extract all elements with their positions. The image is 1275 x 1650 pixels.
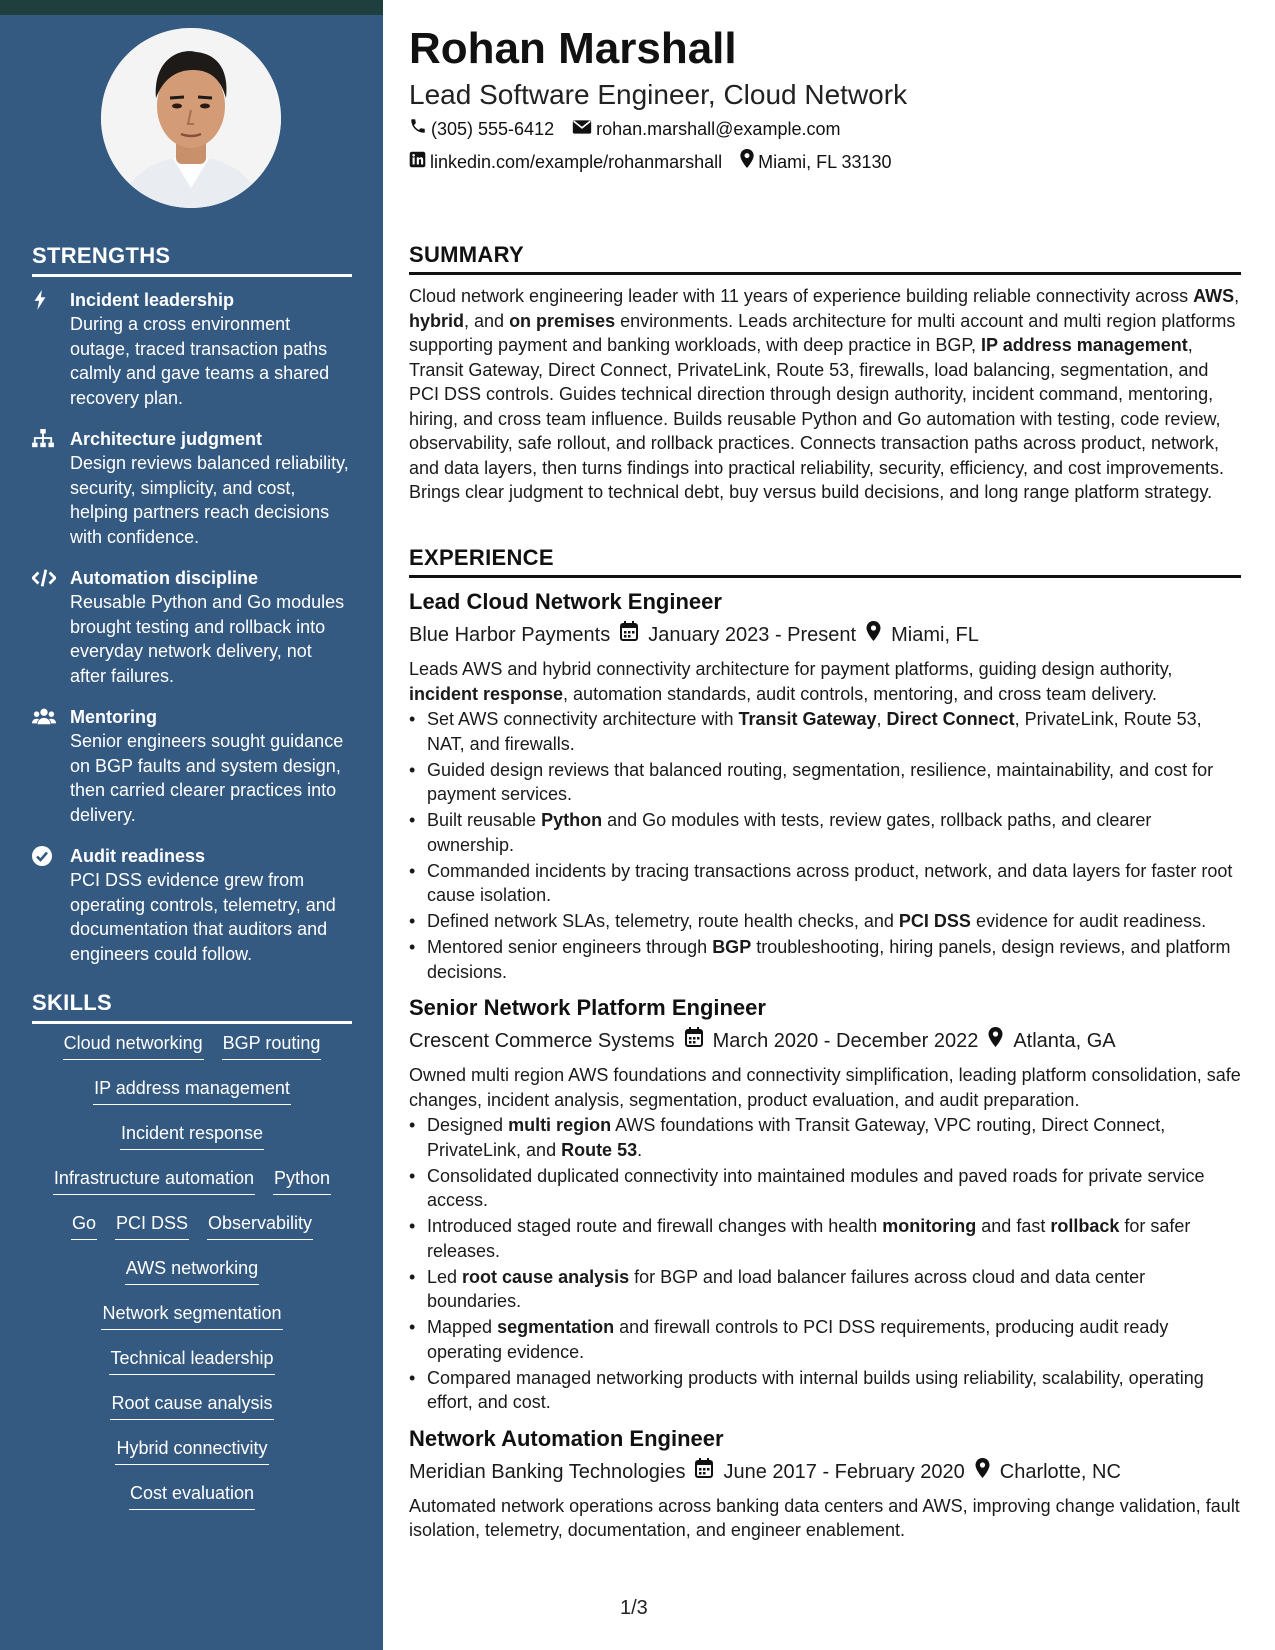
skill-tag: Hybrid connectivity bbox=[115, 1435, 268, 1465]
skill-tag: Network segmentation bbox=[101, 1300, 282, 1330]
job-meta bbox=[409, 1025, 1241, 1057]
text-run: and fast bbox=[976, 1216, 1051, 1236]
skill-tag: Python bbox=[273, 1165, 331, 1195]
bullet-item bbox=[409, 859, 1241, 908]
bullet-item bbox=[409, 909, 1241, 934]
skill-tag: PCI DSS bbox=[115, 1210, 189, 1240]
resume-header bbox=[409, 20, 1241, 178]
company-name: Crescent Commerce Systems bbox=[409, 1030, 675, 1052]
skill-row bbox=[32, 1435, 352, 1480]
skill-tag: Cloud networking bbox=[63, 1030, 204, 1060]
skills-list bbox=[32, 1030, 352, 1525]
page-number: 1/3 bbox=[620, 1597, 648, 1619]
strength-title: Incident leadership bbox=[70, 290, 235, 310]
strength-item bbox=[32, 288, 352, 410]
skill-row bbox=[32, 1120, 352, 1165]
skill-row bbox=[32, 1345, 352, 1390]
job-description bbox=[409, 1494, 1241, 1543]
skill-tag: Observability bbox=[207, 1210, 313, 1240]
job-title: Senior Network Platform Engineer bbox=[409, 995, 766, 1020]
company-name: Meridian Banking Technologies bbox=[409, 1460, 686, 1483]
bold-text: AWS bbox=[1193, 286, 1235, 306]
bold-text: Python bbox=[541, 810, 603, 830]
phone-icon bbox=[409, 113, 427, 145]
strength-item bbox=[32, 427, 352, 549]
text-run: , bbox=[1234, 286, 1240, 306]
bullet-item bbox=[409, 1265, 1241, 1314]
text-run: Led bbox=[427, 1266, 463, 1287]
bullet-item bbox=[409, 808, 1241, 857]
sitemap-icon bbox=[32, 427, 70, 549]
map-pin-icon bbox=[975, 1456, 990, 1488]
job-dates bbox=[685, 1025, 979, 1057]
skill-tag: Technical leadership bbox=[109, 1345, 274, 1375]
job-meta bbox=[409, 619, 1241, 651]
summary-section bbox=[409, 242, 1241, 505]
job-title: Lead Cloud Network Engineer bbox=[409, 589, 722, 614]
text-run: troubleshooting, hiring panels, design reviews, and platform decisions. bbox=[427, 937, 1231, 982]
job-list bbox=[409, 587, 1241, 1543]
bullet-item bbox=[409, 1315, 1241, 1364]
bold-text: BGP bbox=[712, 937, 752, 957]
location-text: Miami, FL 33130 bbox=[758, 152, 892, 172]
calendar-icon bbox=[695, 1456, 713, 1488]
bold-text: Transit Gateway bbox=[738, 709, 877, 729]
phone-item bbox=[409, 113, 554, 145]
job-description bbox=[409, 657, 1241, 706]
job-entry bbox=[409, 993, 1241, 1415]
strength-body bbox=[70, 705, 352, 827]
text-run: Defined network SLAs, telemetry, route health checks, and bbox=[427, 911, 899, 931]
strengths-list bbox=[32, 288, 352, 983]
text-run: , Transit Gateway, Direct Connect, PrivateLink, Route 53, firewalls, load balancing, segmentation, and PCI DSS controls. Guides technical direction through design authority, incident command, mentoring, hiring, and cross team influence. Builds reusable Python and Go automation with testing, code review, observability, safe rollout, and rollback practices. Connects transaction paths across product, network, and data layers, then turns findings into practical reliability, security, efficiency, and cost improvements. Brings clear judgment to technical debt, buy versus build decisions, and long range platform strategy. bbox=[409, 335, 1225, 502]
sidebar bbox=[0, 0, 383, 1650]
strength-description: During a cross environment outage, traced transaction paths calmly and gave teams a shared recovery plan. bbox=[70, 314, 330, 408]
bullet-item bbox=[409, 1164, 1241, 1213]
strength-item bbox=[32, 705, 352, 827]
bold-text: segmentation bbox=[497, 1317, 615, 1337]
strength-title: Mentoring bbox=[70, 707, 157, 727]
job-location bbox=[988, 1025, 1115, 1057]
skill-tag: Incident response bbox=[120, 1120, 264, 1150]
text-run: Mapped bbox=[427, 1317, 498, 1337]
skill-row bbox=[32, 1300, 352, 1345]
text-run: Automated network operations across banking data centers and AWS, improving change validation, fault isolation, telemetry, documentation, and engineer enablement. bbox=[409, 1495, 1240, 1540]
text-run: environments. Leads architecture for multi account and multi region platforms supporting payment and banking workloads, with deep practice in BGP, bbox=[409, 310, 1236, 355]
envelope-icon bbox=[572, 113, 592, 145]
code-icon bbox=[32, 566, 70, 688]
map-pin-icon bbox=[740, 146, 754, 178]
location-text: Atlanta, GA bbox=[1013, 1030, 1116, 1052]
job-title: Network Automation Engineer bbox=[409, 1425, 724, 1451]
bold-text: Route 53 bbox=[561, 1139, 638, 1160]
dates-text: January 2023 - Present bbox=[648, 624, 857, 646]
skill-tag: Infrastructure automation bbox=[53, 1165, 255, 1195]
text-run: for safer releases. bbox=[427, 1216, 1191, 1261]
bullet-item bbox=[409, 1214, 1241, 1263]
strength-body bbox=[70, 844, 352, 966]
text-run: Leads AWS and hybrid connectivity architecture for payment platforms, guiding design authority, bbox=[409, 659, 1173, 679]
linkedin-icon bbox=[409, 146, 426, 178]
text-run: , bbox=[876, 709, 887, 729]
email-item[interactable] bbox=[572, 113, 840, 145]
skill-tag: BGP routing bbox=[222, 1030, 322, 1060]
text-run: , and bbox=[464, 310, 510, 331]
bold-text: PCI DSS bbox=[898, 911, 971, 931]
text-run: Commanded incidents by tracing transactions across product, network, and data layers for faster root cause isolation. bbox=[427, 860, 1233, 905]
skill-tag: Root cause analysis bbox=[110, 1390, 273, 1420]
contact-row-2 bbox=[409, 146, 1241, 178]
skill-row bbox=[32, 1165, 352, 1210]
calendar-icon bbox=[685, 1025, 703, 1057]
skill-row bbox=[32, 1480, 352, 1525]
bullet-item bbox=[409, 935, 1241, 984]
text-run: , automation standards, audit controls, mentoring, and cross team delivery. bbox=[563, 683, 1158, 704]
strength-title: Architecture judgment bbox=[70, 429, 263, 449]
job-bullets bbox=[409, 1113, 1241, 1415]
contact-row-1 bbox=[409, 113, 1241, 145]
bold-text: IP address management bbox=[981, 335, 1188, 355]
skills-heading: SKILLS bbox=[32, 990, 352, 1024]
text-run: Consolidated duplicated connectivity into maintained modules and paved roads for private service access. bbox=[427, 1165, 1205, 1210]
job-meta bbox=[409, 1456, 1241, 1488]
job-location bbox=[866, 619, 979, 651]
summary-heading: SUMMARY bbox=[409, 242, 1241, 275]
phone-text: (305) 555-6412 bbox=[431, 119, 555, 139]
strength-description: Design reviews balanced reliability, security, simplicity, and cost, helping partners reach decisions with confidence. bbox=[70, 453, 349, 547]
text-run: Introduced staged route and firewall changes with health bbox=[427, 1216, 883, 1236]
text-run: for BGP and load balancer failures across cloud and data center boundaries. bbox=[427, 1266, 1146, 1311]
bullet-item bbox=[409, 1113, 1241, 1162]
sidebar-top-bar bbox=[0, 0, 383, 15]
text-run: Built reusable bbox=[427, 810, 542, 830]
bold-text: multi region bbox=[508, 1115, 612, 1135]
strengths-heading: STRENGTHS bbox=[32, 243, 352, 277]
text-run: Designed bbox=[427, 1115, 509, 1135]
skill-tag: AWS networking bbox=[125, 1255, 259, 1285]
bold-text: Direct Connect bbox=[886, 709, 1015, 729]
strength-body bbox=[70, 288, 352, 410]
check-circle-icon bbox=[32, 844, 70, 966]
map-pin-icon bbox=[988, 1025, 1003, 1057]
email-text[interactable]: rohan.marshall@example.com bbox=[596, 119, 841, 139]
strength-description: Senior engineers sought guidance on BGP faults and system design, then carried clearer practices into delivery. bbox=[70, 731, 344, 825]
bold-text: on premises bbox=[509, 310, 616, 331]
text-run: and Go modules with tests, review gates, rollback paths, and clearer ownership. bbox=[427, 810, 1152, 855]
text-run: AWS foundations with Transit Gateway, VPC routing, Direct Connect, PrivateLink, and bbox=[427, 1115, 1166, 1160]
strength-body bbox=[70, 566, 352, 688]
skill-row bbox=[32, 1255, 352, 1300]
bolt-icon bbox=[32, 288, 70, 410]
text-run: Cloud network engineering leader with 11 years of experience building reliable connectivity across bbox=[409, 286, 1194, 306]
experience-heading: EXPERIENCE bbox=[409, 545, 1241, 578]
bold-text: incident response bbox=[409, 683, 564, 704]
avatar bbox=[101, 28, 281, 208]
job-description bbox=[409, 1063, 1241, 1112]
company-name: Blue Harbor Payments bbox=[409, 624, 611, 646]
skill-row bbox=[32, 1030, 352, 1075]
candidate-name: Rohan Marshall bbox=[409, 24, 737, 73]
strength-item bbox=[32, 566, 352, 688]
job-dates bbox=[620, 619, 856, 651]
skill-tag: Cost evaluation bbox=[129, 1480, 255, 1510]
location-item bbox=[740, 146, 891, 178]
job-dates bbox=[695, 1456, 964, 1488]
candidate-role: Lead Software Engineer, Cloud Network bbox=[409, 79, 908, 110]
skill-row bbox=[32, 1210, 352, 1255]
calendar-icon bbox=[620, 619, 638, 651]
text-run: Owned multi region AWS foundations and connectivity simplification, leading platform consolidation, safe changes, incident analysis, segmentation, product evaluation, and audit preparation. bbox=[409, 1065, 1241, 1110]
strength-description: PCI DSS evidence grew from operating controls, telemetry, and documentation that auditors and engineers could follow. bbox=[70, 870, 336, 964]
experience-section bbox=[409, 545, 1241, 1543]
job-entry bbox=[409, 587, 1241, 984]
skill-tag: Go bbox=[71, 1210, 97, 1240]
text-run: Compared managed networking products with internal builds using reliability, scalability, operating effort, and cost. bbox=[427, 1367, 1204, 1412]
job-bullets bbox=[409, 707, 1241, 984]
text-run: Mentored senior engineers through bbox=[427, 937, 713, 957]
map-pin-icon bbox=[866, 619, 881, 651]
dates-text: March 2020 - December 2022 bbox=[712, 1030, 979, 1052]
text-run: and firewall controls to PCI DSS requirements, producing audit ready operating evidence. bbox=[427, 1317, 1169, 1362]
text-run: evidence for audit readiness. bbox=[970, 911, 1207, 931]
summary-text bbox=[409, 284, 1241, 505]
bullet-item bbox=[409, 707, 1241, 756]
bullet-item bbox=[409, 1366, 1241, 1415]
bold-text: hybrid bbox=[409, 310, 465, 331]
strength-body bbox=[70, 427, 352, 549]
text-run: , PrivateLink, Route 53, NAT, and firewalls. bbox=[427, 709, 1202, 754]
dates-text: June 2017 - February 2020 bbox=[723, 1460, 965, 1483]
location-text: Miami, FL bbox=[891, 624, 979, 646]
linkedin-text[interactable]: linkedin.com/example/rohanmarshall bbox=[430, 152, 723, 172]
strength-item bbox=[32, 844, 352, 966]
skill-row bbox=[32, 1075, 352, 1120]
location-text: Charlotte, NC bbox=[999, 1460, 1121, 1483]
job-entry bbox=[409, 1424, 1241, 1543]
skill-row bbox=[32, 1390, 352, 1435]
text-run: Guided design reviews that balanced routing, segmentation, resilience, maintainability, and cost for payment services. bbox=[427, 759, 1214, 804]
linkedin-item[interactable] bbox=[409, 146, 722, 178]
text-run: . bbox=[637, 1139, 643, 1160]
bold-text: rollback bbox=[1050, 1216, 1120, 1236]
strength-description: Reusable Python and Go modules brought testing and rollback into everyday network delivery, not after failures. bbox=[70, 592, 345, 686]
bold-text: root cause analysis bbox=[462, 1266, 630, 1287]
bullet-item bbox=[409, 758, 1241, 807]
strength-title: Audit readiness bbox=[70, 846, 206, 866]
bold-text: monitoring bbox=[882, 1216, 977, 1236]
job-location bbox=[975, 1456, 1121, 1488]
users-icon bbox=[32, 705, 70, 827]
strength-title: Automation discipline bbox=[70, 568, 259, 588]
skill-tag: IP address management bbox=[93, 1075, 291, 1105]
text-run: Set AWS connectivity architecture with bbox=[427, 709, 739, 729]
